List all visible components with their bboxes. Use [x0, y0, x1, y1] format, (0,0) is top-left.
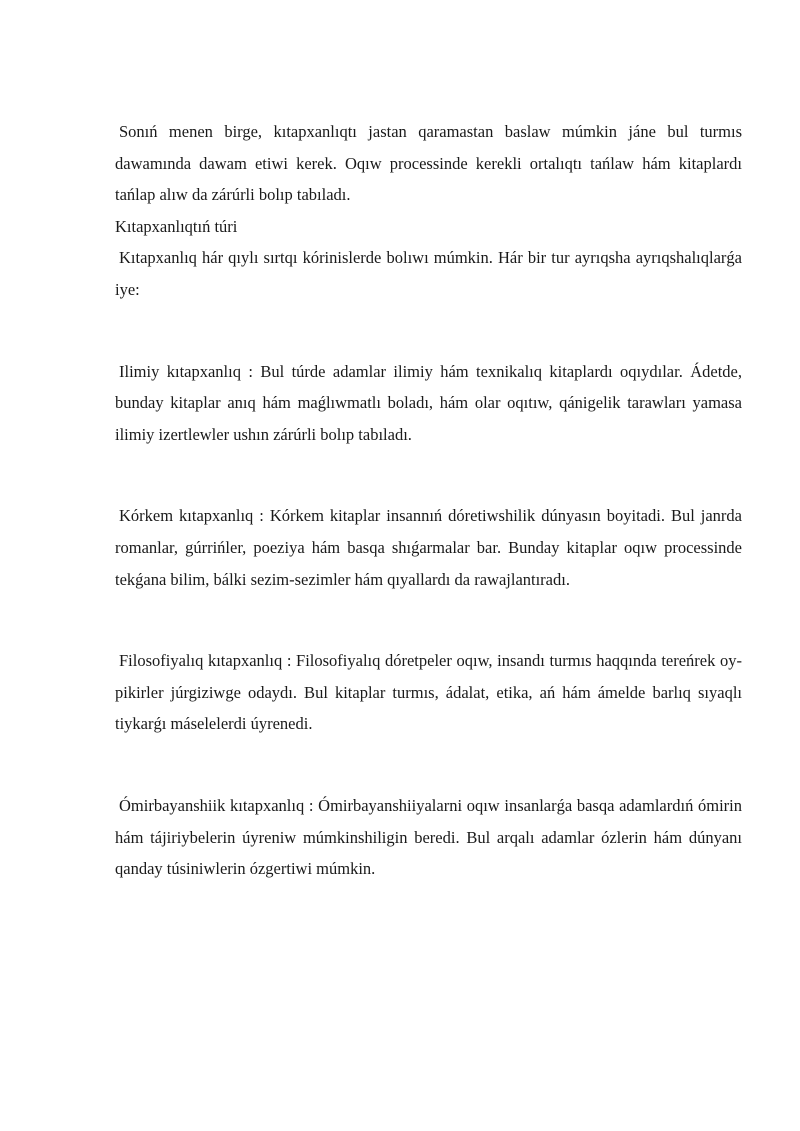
paragraph-fiction: Kórkem kıtapxanlıq : Kórkem kitaplar insannıń dóretiwshilik dúnyasın boyitadi. Bul janrda romanlar, gúrrińler, poeziya hám basqa shıǵarmalar bar. Bunday kitaplar oqıw processinde tekǵana bilim, bálki sezim-sezimler hám qıyallardı da rawajlantıradı. [115, 506, 742, 589]
paragraph-biographical: Ómirbayanshiik kıtapxanlıq : Ómirbayanshiiyalarni oqıw insanlarǵa basqa adamlardıń ómirin hám tájiriybelerin úyreniw múmkinshiligin beredi. Bul arqalı adamlar ózlerin hám dúnyanı qanday túsiniwlerin ózgertiwi múmkin. [115, 795, 742, 879]
paragraph-philosophical: Filosofiyalıq kıtapxanlıq : Filosofiyalıq dóretpeler oqıw, insandı turmıs haqqında tereńrek oy-pikirler júrgiziwge odaydı. Bul kitaplar turmıs, ádalat, etika, ań hám ámelde barlıq sıyaqlı tiykarǵı máselelerdi úyrenedi. [115, 651, 742, 734]
spacer [115, 306, 742, 356]
paragraph-scientific: Ilimiy kıtapxanlıq : Bul túrde adamlar ilimiy hám texnikalıq kitaplardı oqıydılar. Ádetde, bunday kitaplar anıq hám maǵlıwmatlı boladı, hám olar oqıtıw, qánigelik tarawları yamasa ilimiy izertlewler ushın zárúrli bolıp tabıladı. [115, 361, 742, 444]
spacer [115, 450, 742, 500]
spacer [115, 595, 742, 645]
spacer [115, 740, 742, 790]
document-body [115, 116, 742, 885]
paragraph-types-intro: Kıtapxanlıq hár qıylı sırtqı kórinislerde bolıwı múmkin. Hár bir tur ayrıqsha ayrıqshalıqlarǵa iye: [115, 248, 742, 299]
paragraph-intro: Sonıń menen birge, kıtapxanlıqtı jastan qaramastan baslaw múmkin jáne bul turmıs dawamında dawam etiwi kerek. Oqıw processinde kerekli ortalıqtı tańlaw hám kitaplardı tańlap alıw da zárúrli bolıp tabıladı. [115, 122, 742, 205]
section-heading: Kıtapxanlıqtıń túri [115, 216, 238, 236]
